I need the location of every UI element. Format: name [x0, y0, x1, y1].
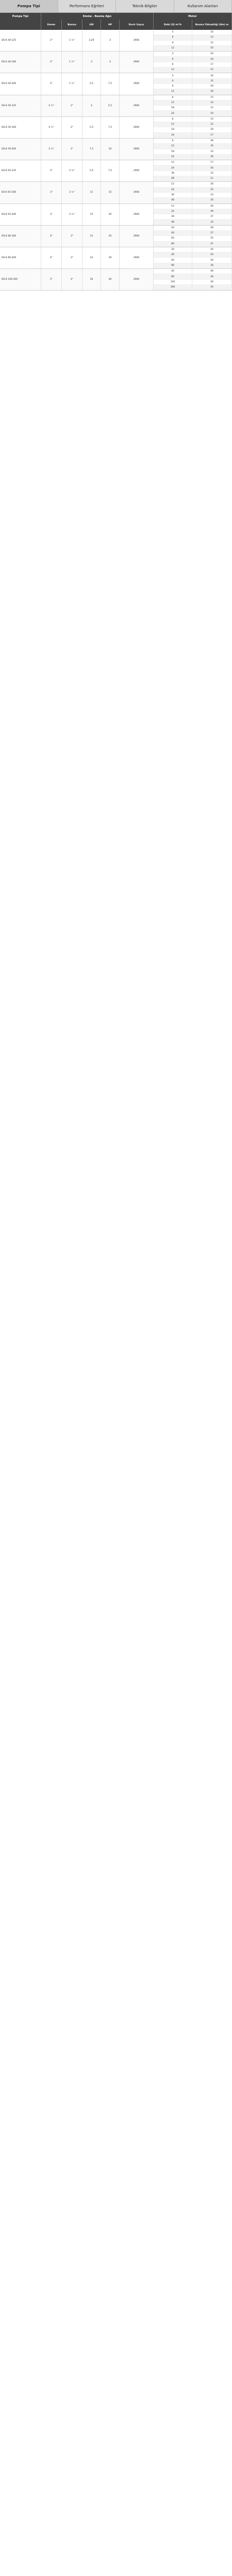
performance-point-row	[154, 171, 232, 176]
performance-point-row	[154, 30, 232, 35]
hp-cell: 10	[101, 139, 120, 160]
suction-cell: 2"	[41, 30, 62, 51]
suction-cell: 3"	[41, 182, 62, 203]
head-value: 11	[192, 176, 232, 181]
flow-value: 6	[154, 79, 192, 84]
performance-points	[154, 30, 232, 51]
flow-value: 48	[154, 198, 192, 203]
flow-value: 48	[154, 176, 192, 181]
head-value: 29	[192, 84, 232, 89]
subheader-kw: kW	[82, 20, 101, 30]
head-value: 44	[192, 247, 232, 252]
exit-cell: 2"	[62, 95, 82, 116]
performance-point-row	[154, 106, 232, 111]
performance-point-row	[154, 193, 232, 198]
table-row	[0, 182, 232, 204]
head-value: 36	[192, 263, 232, 268]
model-cell: DS-K 50-125	[0, 95, 41, 116]
head-value: 20	[192, 52, 232, 57]
rpm-cell: 2900	[120, 269, 154, 290]
table-body	[0, 30, 232, 291]
performance-points	[154, 117, 232, 138]
hp-cell: 5,5	[101, 95, 120, 116]
head-value: 12	[192, 106, 232, 111]
flow-value: 40	[154, 231, 192, 236]
flow-value: 24	[154, 133, 192, 138]
flow-value: 60	[154, 258, 192, 263]
performance-point-row	[154, 67, 232, 73]
suction-cell: 3"	[41, 204, 62, 225]
table-row	[0, 204, 232, 226]
performance-point-row	[154, 226, 232, 231]
performance-point-row	[154, 242, 232, 247]
performance-point-row	[154, 247, 232, 252]
head-value: 14	[192, 30, 232, 35]
table-row	[0, 160, 232, 182]
head-value: 40	[192, 258, 232, 263]
rpm-cell: 2900	[120, 95, 154, 116]
performance-point-row	[154, 144, 232, 149]
head-value: 33	[192, 219, 232, 225]
head-value: 27	[192, 231, 232, 236]
flow-value: 12	[154, 67, 192, 73]
performance-points	[154, 160, 232, 181]
suction-cell: 2"	[41, 73, 62, 94]
performance-point-row	[154, 280, 232, 285]
table-row	[0, 269, 232, 291]
head-value: 13	[192, 35, 232, 40]
performance-point-row	[154, 269, 232, 274]
model-cell: DS-K 40-125	[0, 30, 41, 51]
performance-point-row	[154, 204, 232, 209]
flow-value: 40	[154, 269, 192, 274]
performance-point-row	[154, 122, 232, 127]
flow-value: 36	[154, 171, 192, 176]
suction-cell: 4"	[41, 247, 62, 268]
hp-cell: 20	[101, 204, 120, 225]
flow-value: 80	[154, 263, 192, 268]
flow-value: 36	[154, 214, 192, 219]
tab-performance-curves[interactable]: Performans Eğrileri	[58, 0, 117, 12]
performance-point-row	[154, 258, 232, 263]
kw-cell: 7,5	[82, 139, 101, 160]
head-value: 40	[192, 204, 232, 209]
performance-point-row	[154, 236, 232, 241]
head-value: 17	[192, 160, 232, 165]
performance-point-row	[154, 100, 232, 106]
performance-point-row	[154, 214, 232, 219]
flow-value: 120	[154, 280, 192, 285]
flow-value: 80	[154, 274, 192, 279]
exit-cell: 1 ½"	[62, 30, 82, 51]
header-motor: Motor	[154, 13, 232, 20]
suction-cell: 5"	[41, 269, 62, 290]
flow-value: 48	[154, 219, 192, 225]
performance-point-row	[154, 52, 232, 57]
hp-cell: 7,5	[101, 117, 120, 138]
head-value: 37	[192, 214, 232, 219]
table-row	[0, 73, 232, 95]
hp-cell: 30	[101, 247, 120, 268]
performance-point-row	[154, 127, 232, 132]
performance-points	[154, 139, 232, 160]
tab-bar	[0, 0, 232, 13]
table-row	[0, 117, 232, 139]
rpm-cell: 2900	[120, 247, 154, 268]
rpm-cell: 2900	[120, 139, 154, 160]
performance-point-row	[154, 117, 232, 122]
head-value: 25	[192, 188, 232, 193]
flow-value: 20	[154, 247, 192, 252]
head-value: 35	[192, 144, 232, 149]
performance-point-row	[154, 155, 232, 160]
head-value: 43	[192, 252, 232, 258]
kw-cell: 5,5	[82, 160, 101, 181]
flow-value: 12	[154, 100, 192, 106]
head-value: 39	[192, 209, 232, 214]
flow-value: 12	[154, 89, 192, 94]
head-value: 40	[192, 280, 232, 285]
performance-point-row	[154, 160, 232, 165]
head-value: 14	[192, 171, 232, 176]
performance-points	[154, 73, 232, 94]
hp-cell: 40	[101, 269, 120, 290]
performance-point-row	[154, 46, 232, 51]
kw-cell: 5,5	[82, 73, 101, 94]
performance-points	[154, 95, 232, 116]
performance-point-row	[154, 165, 232, 171]
flow-value: 9	[154, 84, 192, 89]
subheader-model	[0, 20, 41, 30]
suction-cell: 2 ½"	[41, 117, 62, 138]
model-cell: DS-K 65-160	[0, 182, 41, 203]
rpm-cell: 2900	[120, 30, 154, 51]
model-cell: DS-K 65-125	[0, 160, 41, 181]
exit-cell: 4"	[62, 269, 82, 290]
head-value: 26	[192, 89, 232, 94]
head-value: 16	[192, 165, 232, 171]
model-cell: DS-K 80-160	[0, 226, 41, 247]
rpm-cell: 2900	[120, 182, 154, 203]
head-value: 20	[192, 198, 232, 203]
head-value: 14	[192, 100, 232, 106]
performance-point-row	[154, 182, 232, 187]
kw-cell: 15	[82, 226, 101, 247]
performance-point-row	[154, 188, 232, 193]
head-value: 15	[192, 67, 232, 73]
flow-value: 24	[154, 165, 192, 171]
flow-value: 12	[154, 204, 192, 209]
rpm-cell: 2900	[120, 52, 154, 73]
head-value: 22	[192, 122, 232, 127]
flow-value: 3	[154, 52, 192, 57]
performance-point-row	[154, 176, 232, 181]
model-cell: DS-K 65-200	[0, 204, 41, 225]
kw-cell: 2,20	[82, 30, 101, 51]
performance-points	[154, 226, 232, 247]
subheader-rpm: Devir Sayısı	[120, 20, 154, 30]
performance-point-row	[154, 198, 232, 203]
flow-value: 80	[154, 242, 192, 247]
hp-cell: 20	[101, 226, 120, 247]
tab-technical-info[interactable]: Teknik Bilgiler	[116, 0, 174, 12]
kw-cell: 11	[82, 182, 101, 203]
head-value: 30	[192, 155, 232, 160]
head-value: 10	[192, 111, 232, 116]
exit-cell: 1 ½"	[62, 73, 82, 94]
performance-point-row	[154, 79, 232, 84]
exit-cell: 2 ½"	[62, 204, 82, 225]
performance-point-row	[154, 285, 232, 290]
performance-point-row	[154, 252, 232, 258]
flow-value: 6	[154, 57, 192, 62]
flow-value: 6	[154, 35, 192, 40]
model-cell: DS-K 40-200	[0, 73, 41, 94]
performance-point-row	[154, 209, 232, 214]
performance-point-row	[154, 139, 232, 144]
table-row	[0, 139, 232, 160]
head-value: 15	[192, 95, 232, 100]
exit-cell: 2 ½"	[62, 182, 82, 203]
hp-cell: 3	[101, 30, 120, 51]
flow-value: 6	[154, 117, 192, 122]
head-value: 20	[192, 127, 232, 132]
subheader-exit: Basma	[62, 20, 82, 30]
exit-cell: 1 ½"	[62, 52, 82, 73]
head-value: 17	[192, 133, 232, 138]
kw-cell: 4	[82, 95, 101, 116]
flow-value: 160	[154, 285, 192, 290]
suction-cell: 2"	[41, 52, 62, 73]
table-row	[0, 95, 232, 117]
head-value: 32	[192, 73, 232, 78]
exit-cell: 2 ½"	[62, 160, 82, 181]
flow-value: 18	[154, 106, 192, 111]
model-cell: DS-K 50-200	[0, 139, 41, 160]
model-cell: DS-K 100-200	[0, 269, 41, 290]
performance-point-row	[154, 274, 232, 279]
performance-point-row	[154, 41, 232, 46]
hp-cell: 15	[101, 182, 120, 203]
performance-point-row	[154, 84, 232, 89]
subheader-head: Basma Yüksekliği (Hm) m	[192, 20, 232, 30]
kw-cell: 15	[82, 204, 101, 225]
head-value: 36	[192, 139, 232, 144]
performance-points	[154, 269, 232, 290]
performance-points	[154, 182, 232, 203]
performance-point-row	[154, 89, 232, 94]
kw-cell: 22	[82, 247, 101, 268]
flow-value: 36	[154, 193, 192, 198]
rpm-cell: 2900	[120, 160, 154, 181]
table-row	[0, 30, 232, 52]
table-row	[0, 52, 232, 73]
flow-value: 3	[154, 73, 192, 78]
flow-value: 24	[154, 155, 192, 160]
exit-cell: 2"	[62, 117, 82, 138]
tab-pump-type[interactable]: Pompa Tipi	[0, 0, 58, 12]
head-value: 21	[192, 242, 232, 247]
rpm-cell: 2900	[120, 73, 154, 94]
suction-cell: 4"	[41, 226, 62, 247]
flow-value: 3	[154, 30, 192, 35]
head-value: 31	[192, 79, 232, 84]
head-value: 28	[192, 226, 232, 231]
performance-point-row	[154, 111, 232, 116]
hp-cell: 7,5	[101, 160, 120, 181]
performance-point-row	[154, 62, 232, 67]
hp-cell: 4	[101, 52, 120, 73]
hp-cell: 7,5	[101, 73, 120, 94]
head-value: 23	[192, 117, 232, 122]
model-cell: DS-K 40-160	[0, 52, 41, 73]
head-value: 44	[192, 274, 232, 279]
performance-point-row	[154, 95, 232, 100]
rpm-cell: 2900	[120, 117, 154, 138]
flow-value: 24	[154, 209, 192, 214]
flow-value: 40	[154, 252, 192, 258]
performance-point-row	[154, 219, 232, 225]
flow-value: 9	[154, 41, 192, 46]
head-value: 25	[192, 236, 232, 241]
flow-value: 60	[154, 236, 192, 241]
kw-cell: 30	[82, 269, 101, 290]
flow-value: 12	[154, 46, 192, 51]
subheader-suction: Emme	[41, 20, 62, 30]
performance-points	[154, 247, 232, 268]
performance-points	[154, 204, 232, 225]
kw-cell: 5,5	[82, 117, 101, 138]
flow-value: 9	[154, 62, 192, 67]
flow-value: 12	[154, 144, 192, 149]
head-value: 23	[192, 193, 232, 198]
flow-value: 12	[154, 160, 192, 165]
performance-point-row	[154, 149, 232, 155]
flow-value: 12	[154, 182, 192, 187]
kw-cell: 3	[82, 52, 101, 73]
performance-point-row	[154, 35, 232, 40]
head-value: 17	[192, 62, 232, 67]
subheader-flow: Debi (Q) m³/h	[154, 20, 192, 30]
head-value: 46	[192, 269, 232, 274]
flow-value: 12	[154, 122, 192, 127]
tab-usage-areas[interactable]: Kullanım Alanları	[174, 0, 232, 12]
table-row	[0, 226, 232, 247]
head-value: 19	[192, 57, 232, 62]
header-suction-exit: Emme - Basma Ağzı	[41, 13, 154, 20]
flow-value: 18	[154, 127, 192, 132]
suction-cell: 2 ½"	[41, 95, 62, 116]
table-header	[0, 13, 232, 20]
exit-cell: 2"	[62, 139, 82, 160]
performance-point-row	[154, 231, 232, 236]
model-cell: DS-K 50-160	[0, 117, 41, 138]
flow-value: 20	[154, 226, 192, 231]
table-subheader	[0, 20, 232, 30]
flow-value: 24	[154, 188, 192, 193]
model-cell: DS-K 80-200	[0, 247, 41, 268]
flow-value: 6	[154, 95, 192, 100]
suction-cell: 2 ½"	[41, 139, 62, 160]
exit-cell: 3"	[62, 226, 82, 247]
performance-point-row	[154, 263, 232, 268]
performance-point-row	[154, 133, 232, 138]
head-value: 26	[192, 182, 232, 187]
flow-value: 18	[154, 149, 192, 155]
flow-value: 24	[154, 111, 192, 116]
performance-points	[154, 52, 232, 73]
exit-cell: 3"	[62, 247, 82, 268]
head-value: 10	[192, 46, 232, 51]
rpm-cell: 2900	[120, 226, 154, 247]
head-value: 12	[192, 41, 232, 46]
performance-point-row	[154, 57, 232, 62]
head-value: 33	[192, 149, 232, 155]
subheader-hp: HP	[101, 20, 120, 30]
flow-value: 6	[154, 139, 192, 144]
performance-point-row	[154, 73, 232, 78]
table-row	[0, 247, 232, 269]
header-pump-type: Pompa Tipi	[0, 13, 41, 20]
suction-cell: 3"	[41, 160, 62, 181]
head-value: 34	[192, 285, 232, 290]
rpm-cell: 2900	[120, 204, 154, 225]
